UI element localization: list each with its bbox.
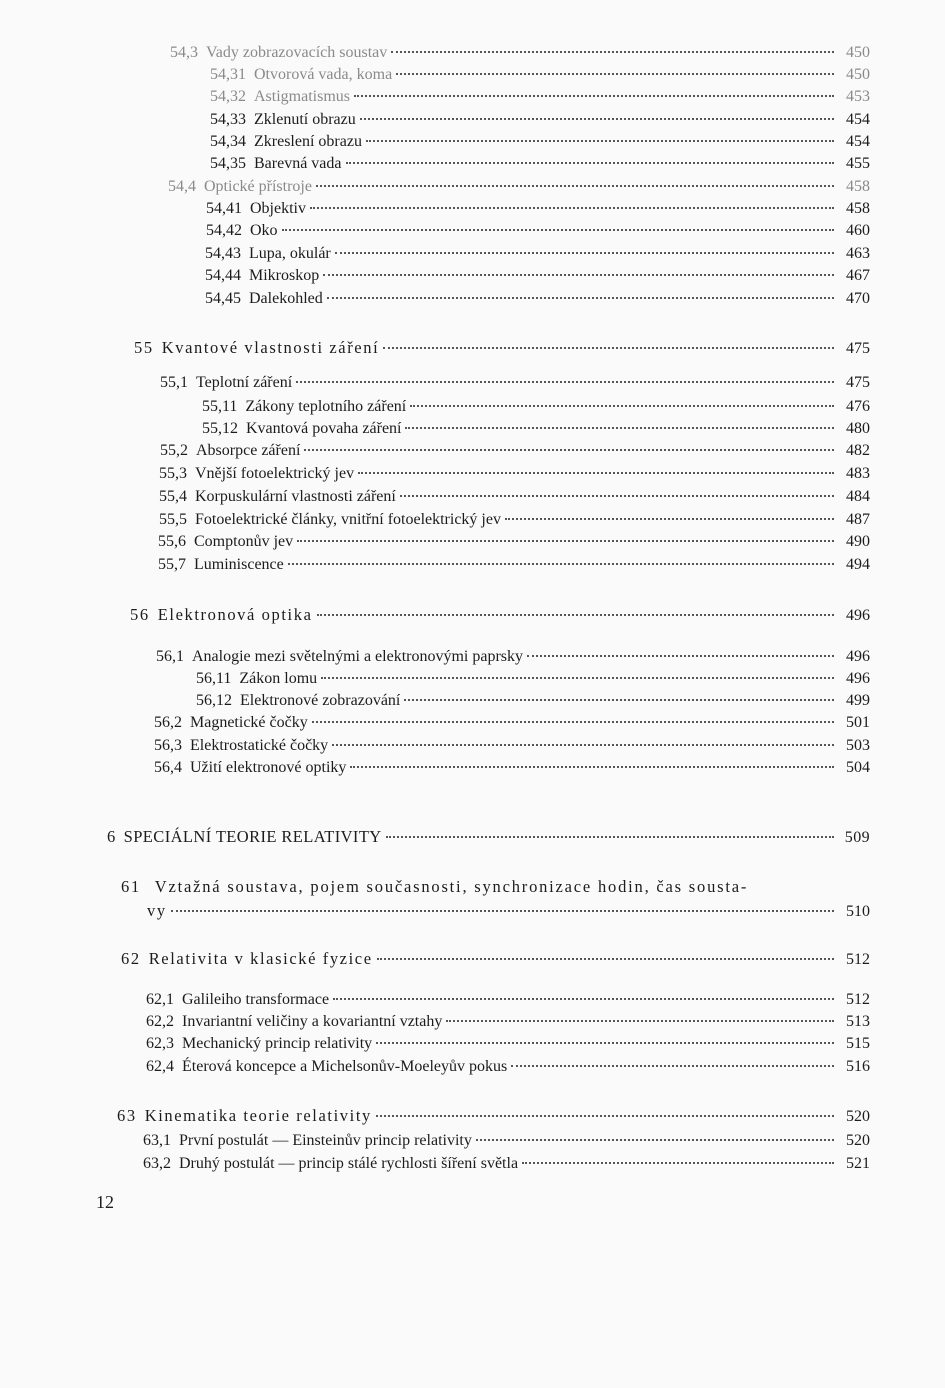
entry-title: Elektrostatické čočky — [190, 737, 329, 754]
entry-title: Mikroskop — [249, 267, 320, 284]
entry-number: 55,2 — [160, 442, 188, 459]
toc-entry — [159, 509, 870, 531]
dot-leader — [327, 297, 834, 299]
dot-leader — [323, 274, 834, 276]
dot-leader — [527, 655, 834, 657]
entry-page: 476 — [846, 398, 870, 415]
entry-page: 455 — [846, 155, 870, 172]
entry-title: Objektiv — [250, 200, 306, 217]
dot-leader — [321, 677, 834, 679]
entry-number: 56,4 — [154, 759, 182, 776]
toc-entry — [202, 418, 870, 440]
toc-entry — [158, 531, 870, 553]
toc-section — [117, 1105, 870, 1127]
entry-page: 496 — [846, 648, 870, 665]
toc-entry — [160, 440, 870, 462]
toc-entry — [205, 243, 870, 265]
dot-leader — [511, 1065, 834, 1067]
entry-title: Galileiho transformace — [182, 991, 330, 1008]
entry-number: 63,1 — [143, 1132, 171, 1149]
entry-number: 55,3 — [159, 465, 187, 482]
entry-number: 6 — [107, 827, 116, 846]
toc-entry — [205, 288, 870, 310]
entry-title: Elektronová optika — [157, 605, 313, 624]
entry-page: 512 — [846, 951, 870, 968]
entry-page: 458 — [846, 200, 870, 217]
toc-entry — [202, 396, 870, 418]
dot-leader — [404, 699, 834, 701]
dot-leader — [377, 958, 834, 960]
dot-leader — [476, 1139, 834, 1141]
entry-number: 62,3 — [146, 1035, 174, 1052]
entry-title: Fotoelektrické články, vnitřní fotoelektrický jev — [195, 511, 501, 528]
dot-leader — [522, 1162, 834, 1164]
entry-page: 467 — [846, 267, 870, 284]
entry-number: 55 — [134, 338, 154, 357]
entry-page: 490 — [846, 533, 870, 550]
toc-entry — [159, 463, 870, 485]
toc-entry — [154, 735, 870, 757]
entry-title: Absorpce záření — [196, 442, 301, 459]
dot-leader — [296, 381, 834, 383]
toc-entry — [154, 712, 870, 734]
dot-leader — [346, 162, 834, 164]
toc-entry — [168, 176, 870, 198]
entry-title: Barevná vada — [254, 155, 342, 172]
toc-entry — [196, 668, 870, 690]
entry-title: Vady zobrazovacích soustav — [206, 44, 388, 61]
entry-title: Magnetické čočky — [190, 714, 308, 731]
dot-leader — [312, 721, 834, 723]
entry-title: Optické přístroje — [204, 178, 312, 195]
toc-section-first-line — [121, 876, 821, 898]
entry-page: 475 — [846, 374, 870, 391]
toc-entry — [205, 265, 870, 287]
entry-title: Luminiscence — [194, 556, 284, 573]
entry-title: Éterová koncepce a Michelsonův-Moeleyův pokus — [182, 1058, 508, 1075]
toc-entry — [210, 64, 870, 86]
toc-entry — [146, 1033, 870, 1055]
dot-leader — [332, 744, 834, 746]
entry-page: 504 — [846, 759, 870, 776]
dot-leader — [386, 836, 834, 838]
entry-number: 56,12 — [196, 692, 232, 709]
entry-title: Kvantová povaha záření — [246, 420, 402, 437]
entry-number: 55,6 — [158, 533, 186, 550]
dot-leader — [446, 1020, 834, 1022]
dot-leader — [360, 118, 834, 120]
entry-page: 453 — [846, 88, 870, 105]
entry-number: 63,2 — [143, 1155, 171, 1172]
entry-title: Invariantní veličiny a kovariantní vztahy — [182, 1013, 443, 1030]
entry-page: 521 — [846, 1155, 870, 1172]
entry-page: 450 — [846, 66, 870, 83]
dot-leader — [358, 472, 834, 474]
entry-number: 55,4 — [159, 488, 187, 505]
dot-leader — [354, 95, 834, 97]
entry-title: Dalekohled — [249, 290, 323, 307]
entry-page: 487 — [846, 511, 870, 528]
entry-page: 513 — [846, 1013, 870, 1030]
entry-number: 62,4 — [146, 1058, 174, 1075]
toc-entry — [170, 42, 870, 64]
entry-title: vy — [147, 901, 167, 920]
entry-title: Kinematika teorie relativity — [144, 1106, 372, 1125]
entry-page: 454 — [846, 133, 870, 150]
entry-number: 56,1 — [156, 648, 184, 665]
entry-number: 54,45 — [205, 290, 241, 307]
toc-section — [134, 337, 870, 359]
dot-leader — [297, 540, 834, 542]
dot-leader — [171, 910, 834, 912]
toc-entry — [146, 1056, 870, 1078]
entry-title: SPECIÁLNÍ TEORIE RELATIVITY — [123, 827, 382, 846]
toc-section — [130, 604, 870, 626]
entry-title: Vztažná soustava, pojem současnosti, synchronizace hodin, čas sousta- — [154, 877, 749, 896]
entry-number: 62,1 — [146, 991, 174, 1008]
entry-number: 54,34 — [210, 133, 246, 150]
dot-leader — [333, 998, 834, 1000]
entry-page: 450 — [846, 44, 870, 61]
toc-entry — [154, 757, 870, 779]
entry-number: 56,11 — [196, 670, 232, 687]
entry-number: 54,42 — [206, 222, 242, 239]
toc-entry — [156, 646, 870, 668]
entry-page: 482 — [846, 442, 870, 459]
entry-page: 510 — [846, 903, 870, 920]
dot-leader — [317, 614, 834, 616]
toc-chapter — [107, 826, 870, 848]
dot-leader — [288, 563, 834, 565]
entry-number: 54,41 — [206, 200, 242, 217]
entry-number: 54,35 — [210, 155, 246, 172]
entry-page: 454 — [846, 111, 870, 128]
entry-title: Vnější fotoelektrický jev — [195, 465, 355, 482]
page-number: 12 — [96, 1192, 114, 1212]
entry-page: 483 — [846, 465, 870, 482]
toc-section-continuation — [147, 900, 870, 922]
entry-page: 460 — [846, 222, 870, 239]
toc-entry — [206, 220, 870, 242]
entry-title: Analogie mezi světelnými a elektronovými paprsky — [192, 648, 524, 665]
toc-entry — [210, 86, 870, 108]
entry-page: 480 — [846, 420, 870, 437]
dot-leader — [410, 405, 834, 407]
entry-title: Mechanický princip relativity — [182, 1035, 373, 1052]
toc-entry — [210, 109, 870, 131]
dot-leader — [391, 51, 834, 53]
entry-number: 55,1 — [160, 374, 188, 391]
entry-title: Zákony teplotního záření — [245, 398, 407, 415]
entry-number: 63 — [117, 1106, 137, 1125]
entry-page: 496 — [846, 670, 870, 687]
dot-leader — [505, 518, 834, 520]
entry-page: 515 — [846, 1035, 870, 1052]
toc-entry — [143, 1153, 870, 1175]
toc-entry — [158, 554, 870, 576]
entry-title: Lupa, okulár — [249, 245, 331, 262]
entry-page: 484 — [846, 488, 870, 505]
entry-page: 463 — [846, 245, 870, 262]
entry-title: Kvantové vlastnosti záření — [161, 338, 380, 357]
toc-entry — [210, 131, 870, 153]
dot-leader — [335, 252, 834, 254]
entry-title: Elektronové zobrazování — [240, 692, 401, 709]
dot-leader — [316, 185, 834, 187]
dot-leader — [376, 1042, 834, 1044]
entry-number: 54,3 — [170, 44, 198, 61]
entry-page: 509 — [844, 829, 870, 846]
entry-number: 56,2 — [154, 714, 182, 731]
toc-entry — [206, 198, 870, 220]
entry-page: 470 — [846, 290, 870, 307]
entry-number: 61 — [121, 877, 142, 896]
entry-page: 516 — [846, 1058, 870, 1075]
entry-title: Zkreslení obrazu — [254, 133, 362, 150]
entry-title: Zklenutí obrazu — [254, 111, 356, 128]
toc-entry — [143, 1130, 870, 1152]
toc-section — [121, 948, 870, 970]
toc-entry — [159, 486, 870, 508]
entry-page: 475 — [846, 340, 870, 357]
entry-number: 54,44 — [205, 267, 241, 284]
entry-number: 56,3 — [154, 737, 182, 754]
toc-entry — [146, 989, 870, 1011]
entry-number: 54,4 — [168, 178, 196, 195]
entry-title: Korpuskulární vlastnosti záření — [195, 488, 396, 505]
entry-number: 56 — [130, 605, 150, 624]
entry-page: 512 — [846, 991, 870, 1008]
entry-number: 62,2 — [146, 1013, 174, 1030]
entry-number: 54,31 — [210, 66, 246, 83]
dot-leader — [366, 140, 834, 142]
entry-number: 55,11 — [202, 398, 238, 415]
dot-leader — [304, 449, 834, 451]
entry-number: 62 — [121, 949, 141, 968]
entry-page: 499 — [846, 692, 870, 709]
dot-leader — [405, 427, 834, 429]
entry-page: 496 — [846, 607, 870, 624]
dot-leader — [282, 229, 834, 231]
dot-leader — [376, 1115, 834, 1117]
entry-page: 520 — [846, 1132, 870, 1149]
dot-leader — [310, 207, 834, 209]
toc-entry — [210, 153, 870, 175]
entry-number: 54,43 — [205, 245, 241, 262]
dot-leader — [383, 347, 834, 349]
toc-entry — [160, 372, 870, 394]
dot-leader — [350, 766, 834, 768]
entry-title: První postulát — Einsteinův princip relativity — [179, 1132, 472, 1149]
entry-page: 520 — [846, 1108, 870, 1125]
entry-title: Zákon lomu — [239, 670, 318, 687]
entry-page: 458 — [846, 178, 870, 195]
entry-page: 501 — [846, 714, 870, 731]
entry-page: 494 — [846, 556, 870, 573]
entry-number: 54,32 — [210, 88, 246, 105]
entry-title: Astigmatismus — [254, 88, 351, 105]
entry-title: Teplotní záření — [196, 374, 293, 391]
entry-title: Užití elektronové optiky — [190, 759, 347, 776]
dot-leader — [396, 73, 834, 75]
dot-leader — [400, 495, 834, 497]
toc-entry — [146, 1011, 870, 1033]
entry-page: 503 — [846, 737, 870, 754]
entry-number: 55,12 — [202, 420, 238, 437]
entry-title: Otvorová vada, koma — [254, 66, 393, 83]
entry-title: Comptonův jev — [194, 533, 294, 550]
entry-number: 55,5 — [159, 511, 187, 528]
entry-number: 54,33 — [210, 111, 246, 128]
toc-entry — [196, 690, 870, 712]
entry-title: Relativita v klasické fyzice — [148, 949, 373, 968]
entry-title: Druhý postulát — princip stálé rychlosti šíření světla — [179, 1155, 519, 1172]
entry-number: 55,7 — [158, 556, 186, 573]
entry-title: Oko — [250, 222, 278, 239]
